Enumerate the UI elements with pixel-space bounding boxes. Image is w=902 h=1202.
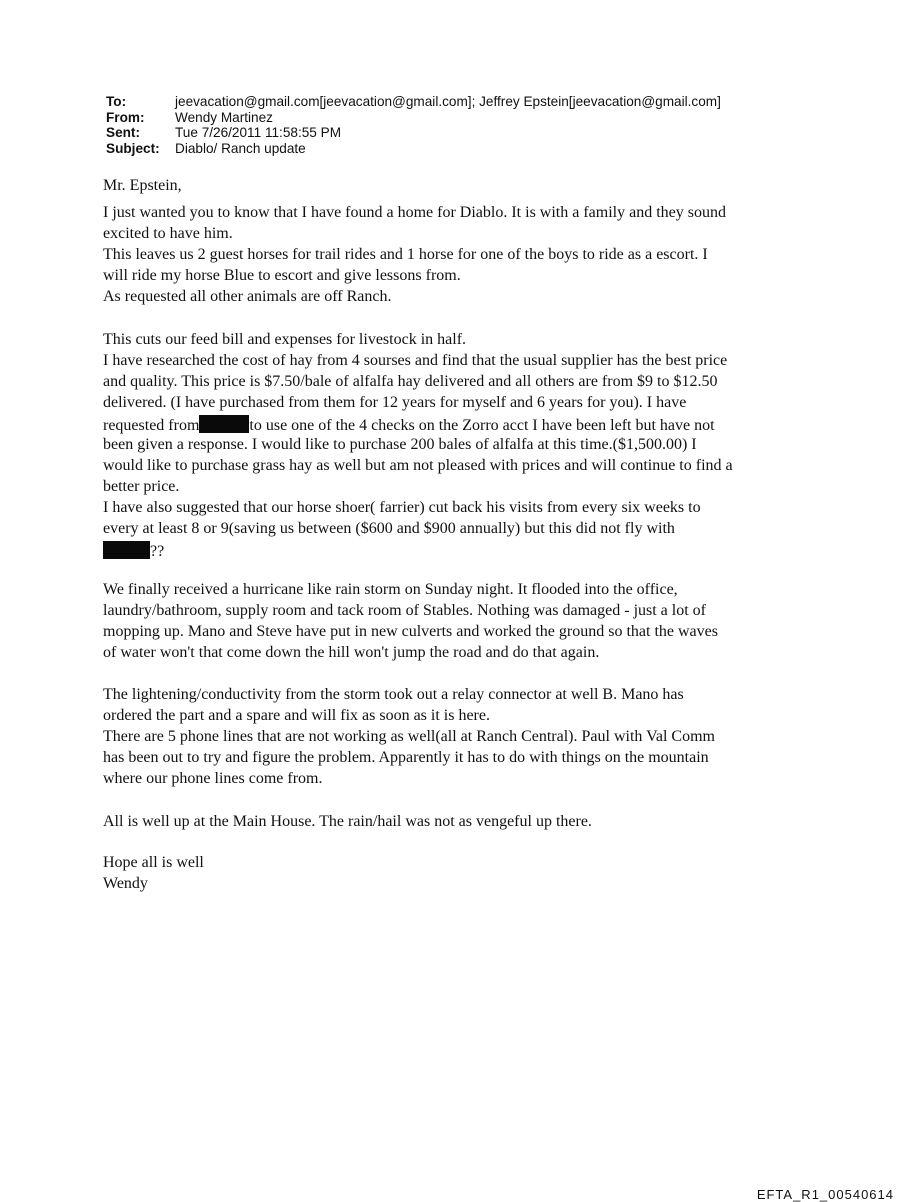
body-line: As requested all other animals are off Ranch. [103,288,392,305]
body-line: where our phone lines come from. [103,770,323,787]
body-line-part: requested from [103,417,200,434]
from-value: Wendy Martinez [175,109,273,125]
to-label: To: [106,94,127,109]
body-line: of water won't that come down the hill won't jump the road and do that again. [103,644,600,661]
body-line: every at least 8 or 9(saving us between ($600 and $900 annually) but this did not fly with [103,520,675,537]
signature: Wendy [103,875,148,892]
sent-value: Tue 7/26/2011 11:58:55 PM [175,125,342,140]
body-line: better price. [103,478,180,495]
subject-value: Diablo/ Ranch update [175,140,306,156]
body-line: would like to purchase grass hay as well but am not pleased with prices and will continue to find a [103,457,733,474]
body-line: delivered. (I have purchased from them for 12 years for myself and 6 years for you). I have [103,394,687,411]
from-label: From: [106,109,145,125]
bates-number: EFTA_R1_00540614 [756,1187,894,1202]
to-value: jeevacation@gmail.com[jeevacation@gmail.com]; Jeffrey Epstein[jeevacation@gmail.com] [175,94,721,109]
body-line: There are 5 phone lines that are not working as well(all at Ranch Central). Paul with Val Comm [103,728,715,745]
body-line: laundry/bathroom, supply room and tack room of Stables. Nothing was damaged - just a lot of [103,602,706,619]
redaction-box [103,541,150,559]
body-line: I have also suggested that our horse shoer( farrier) cut back his visits from every six weeks to [103,499,701,516]
body-line: ordered the part and a spare and will fix as soon as it is here. [103,707,490,724]
sent-row [106,125,721,141]
body-line: All is well up at the Main House. The rain/hail was not as vengeful up there. [103,813,592,830]
body-line: has been out to try and figure the problem. Apparently it has to do with things on the mountain [103,749,709,766]
greeting-line: Mr. Epstein, [103,177,182,194]
subject-label: Subject: [106,140,160,156]
body-line: The lightening/conductivity from the storm took out a relay connector at well B. Mano has [103,686,684,703]
sent-label: Sent: [106,125,140,140]
body-line-part: to use one of the 4 checks on the Zorro acct I have been left but have not [249,417,715,434]
from-row [106,110,721,126]
body-line: I have researched the cost of hay from 4 sourses and find that the usual supplier has the best price [103,352,728,369]
closing-line: Hope all is well [103,854,204,871]
body-line-with-redaction [103,541,164,561]
subject-row [106,141,721,157]
email-header [106,94,721,156]
body-line: will ride my horse Blue to escort and give lessons from. [103,267,461,284]
to-row [106,94,721,110]
body-line: mopping up. Mano and Steve have put in new culverts and worked the ground so that the waves [103,623,718,640]
body-line: I just wanted you to know that I have found a home for Diablo. It is with a family and they sound [103,204,726,221]
body-line: and quality. This price is $7.50/bale of alfalfa hay delivered and all others are from $9 to $12.50 [103,373,718,390]
body-line-part: ?? [150,543,165,560]
body-line: This cuts our feed bill and expenses for livestock in half. [103,331,467,348]
body-line: excited to have him. [103,225,233,242]
redaction-box [199,415,249,433]
body-line: been given a response. I would like to purchase 200 bales of alfalfa at this time.($1,500.00) I [103,436,697,453]
body-line: We finally received a hurricane like rain storm on Sunday night. It flooded into the office, [103,581,678,598]
body-line: This leaves us 2 guest horses for trail rides and 1 horse for one of the boys to ride as a escort. I [103,246,708,263]
body-line-with-redaction [103,415,715,435]
